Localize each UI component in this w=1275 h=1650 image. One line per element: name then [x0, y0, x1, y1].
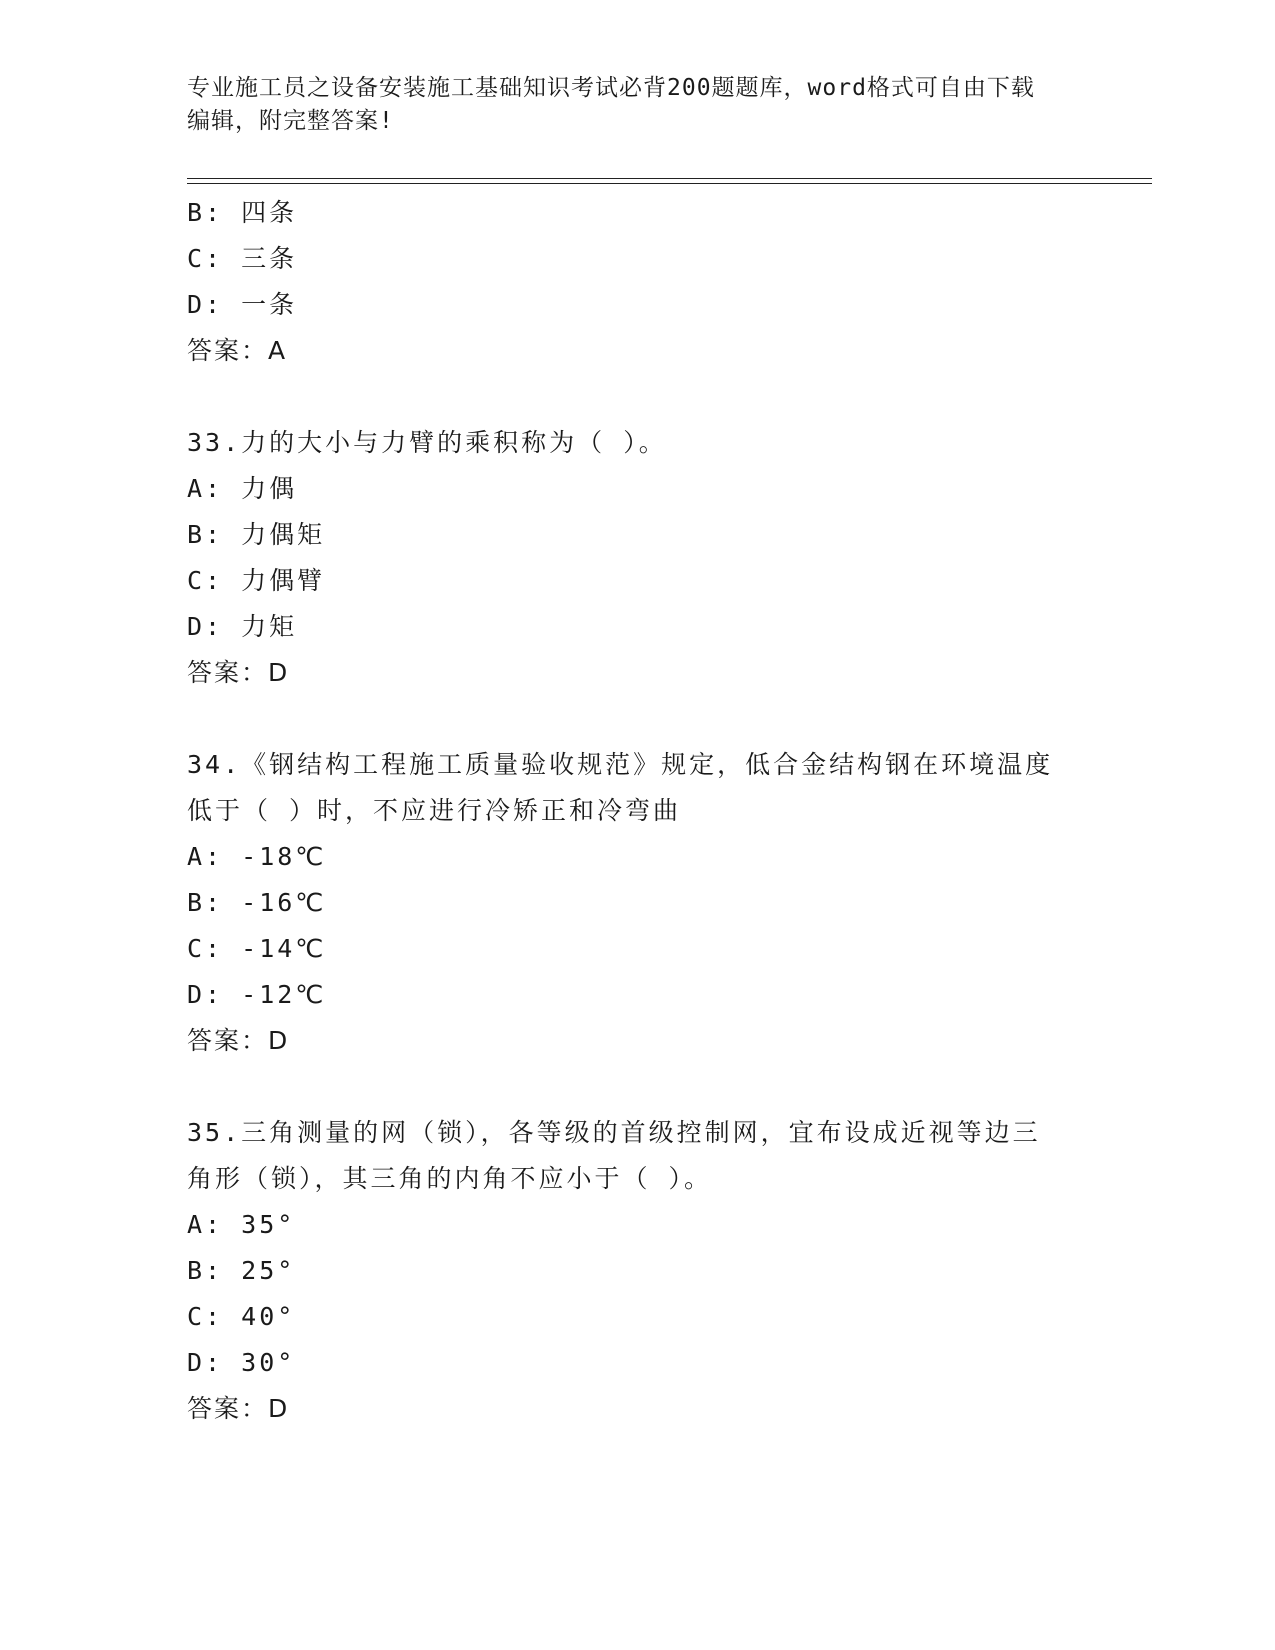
- option-d: D: 30°: [187, 1348, 296, 1377]
- option-c: C: 力偶臂: [187, 566, 326, 595]
- option-b: B: 25°: [187, 1256, 296, 1285]
- header-title-line-1: 专业施工员之设备安装施工基础知识考试必背200题题库，word格式可自由下载: [187, 75, 1035, 101]
- option-b: B: 力偶矩: [187, 520, 326, 549]
- header-rule-bottom: [187, 183, 1152, 184]
- option-a: A: 35°: [187, 1210, 296, 1239]
- question-list: [187, 190, 1087, 1432]
- option-d: D: 力矩: [187, 612, 298, 641]
- header-rule-top: [187, 178, 1152, 179]
- question-block-prev: [187, 190, 1087, 374]
- option-c: C: 三条: [187, 244, 298, 273]
- question-text-line: 34.《钢结构工程施工质量验收规范》规定，低合金结构钢在环境温度: [187, 750, 1054, 779]
- answer-line: 答案：D: [187, 1026, 290, 1055]
- question-text-line: 33.力的大小与力臂的乘积称为（ ）。: [187, 428, 667, 457]
- option-a: A: 力偶: [187, 474, 298, 503]
- document-header: [187, 72, 1087, 138]
- question-text-line: 角形（锁），其三角的内角不应小于（ ）。: [187, 1164, 713, 1193]
- answer-line: 答案：D: [187, 1394, 290, 1423]
- option-b: B: -16℃: [187, 888, 327, 917]
- question-block-34: [187, 742, 1087, 1064]
- header-title-line-2: 编辑，附完整答案!: [187, 108, 394, 134]
- option-c: C: -14℃: [187, 934, 327, 963]
- question-text-line: 低于（ ）时，不应进行冷矫正和冷弯曲: [187, 796, 682, 825]
- option-a: A: -18℃: [187, 842, 327, 871]
- question-text-line: 35.三角测量的网（锁），各等级的首级控制网，宜布设成近视等边三: [187, 1118, 1041, 1147]
- answer-line: 答案：D: [187, 658, 290, 687]
- option-b: B: 四条: [187, 198, 298, 227]
- question-block-35: [187, 1110, 1087, 1432]
- option-d: D: 一条: [187, 290, 298, 319]
- option-c: C: 40°: [187, 1302, 296, 1331]
- answer-line: 答案：A: [187, 336, 288, 365]
- question-block-33: [187, 420, 1087, 696]
- option-d: D: -12℃: [187, 980, 327, 1009]
